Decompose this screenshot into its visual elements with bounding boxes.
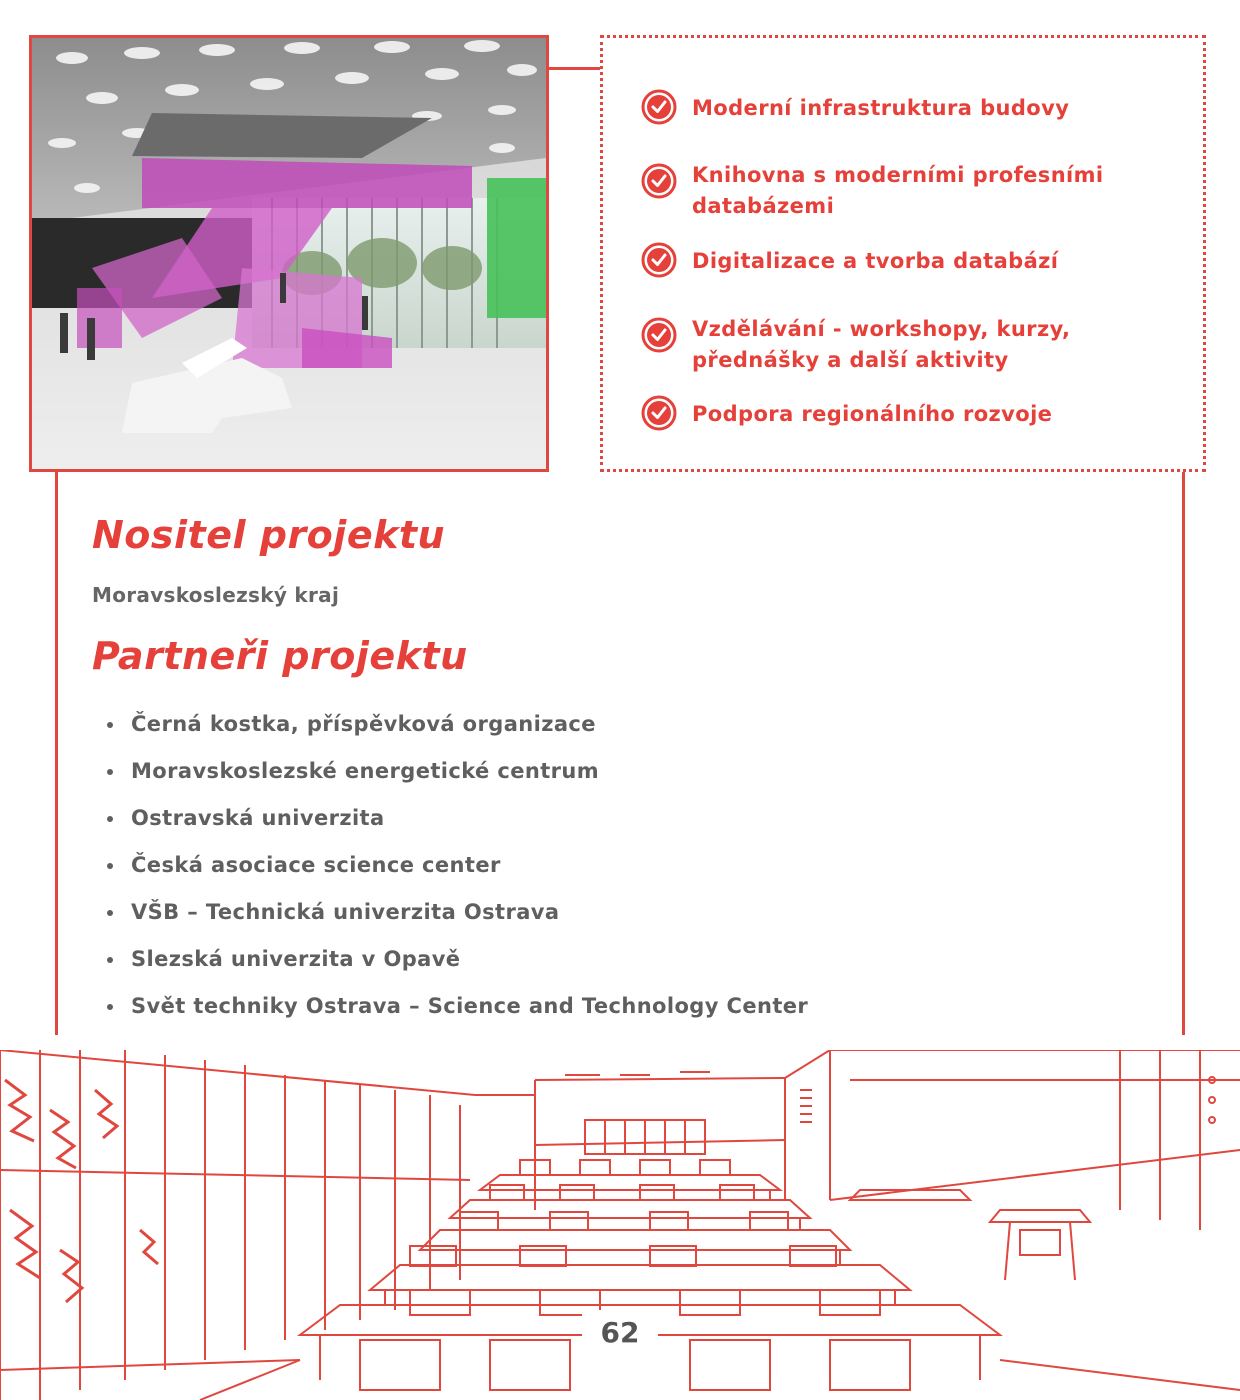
interior-photo bbox=[29, 35, 549, 472]
feature-item bbox=[641, 160, 1111, 222]
feature-item bbox=[641, 93, 1069, 125]
partners-heading: Partneři projektu bbox=[92, 634, 468, 678]
feature-text: Vzdělávání - workshopy, kurzy, přednášky a další aktivity bbox=[692, 317, 1071, 372]
partner-item: Moravskoslezské energetické centrum bbox=[104, 753, 808, 800]
feature-item bbox=[641, 399, 1052, 431]
holder-heading: Nositel projektu bbox=[92, 513, 446, 557]
features-box bbox=[600, 35, 1206, 472]
partner-item: VŠB – Technická univerzita Ostrava bbox=[104, 894, 808, 941]
feature-text: Knihovna s moderními profesními databázemi bbox=[692, 163, 1104, 218]
connector-horizontal bbox=[549, 67, 600, 70]
partner-item: Česká asociace science center bbox=[104, 847, 808, 894]
check-circle-icon bbox=[641, 242, 677, 278]
check-circle-icon bbox=[641, 317, 677, 353]
feature-text: Podpora regionálního rozvoje bbox=[692, 402, 1053, 426]
holder-name: Moravskoslezský kraj bbox=[92, 583, 340, 607]
connector-left bbox=[55, 472, 58, 1035]
page-number: 62 bbox=[582, 1310, 658, 1356]
partner-item: Černá kostka, příspěvková organizace bbox=[104, 706, 808, 753]
partner-item: Slezská univerzita v Opavě bbox=[104, 941, 808, 988]
partner-item: Svět techniky Ostrava – Science and Technology Center bbox=[104, 988, 808, 1035]
feature-text: Moderní infrastruktura budovy bbox=[692, 96, 1070, 120]
check-circle-icon bbox=[641, 89, 677, 125]
feature-text: Digitalizace a tvorba databází bbox=[692, 249, 1059, 273]
feature-item bbox=[641, 314, 1111, 376]
connector-right bbox=[1182, 472, 1185, 1035]
check-circle-icon bbox=[641, 163, 677, 199]
partner-item: Ostravská univerzita bbox=[104, 800, 808, 847]
feature-item bbox=[641, 246, 1058, 278]
partners-list bbox=[104, 706, 808, 1035]
check-circle-icon bbox=[641, 395, 677, 431]
